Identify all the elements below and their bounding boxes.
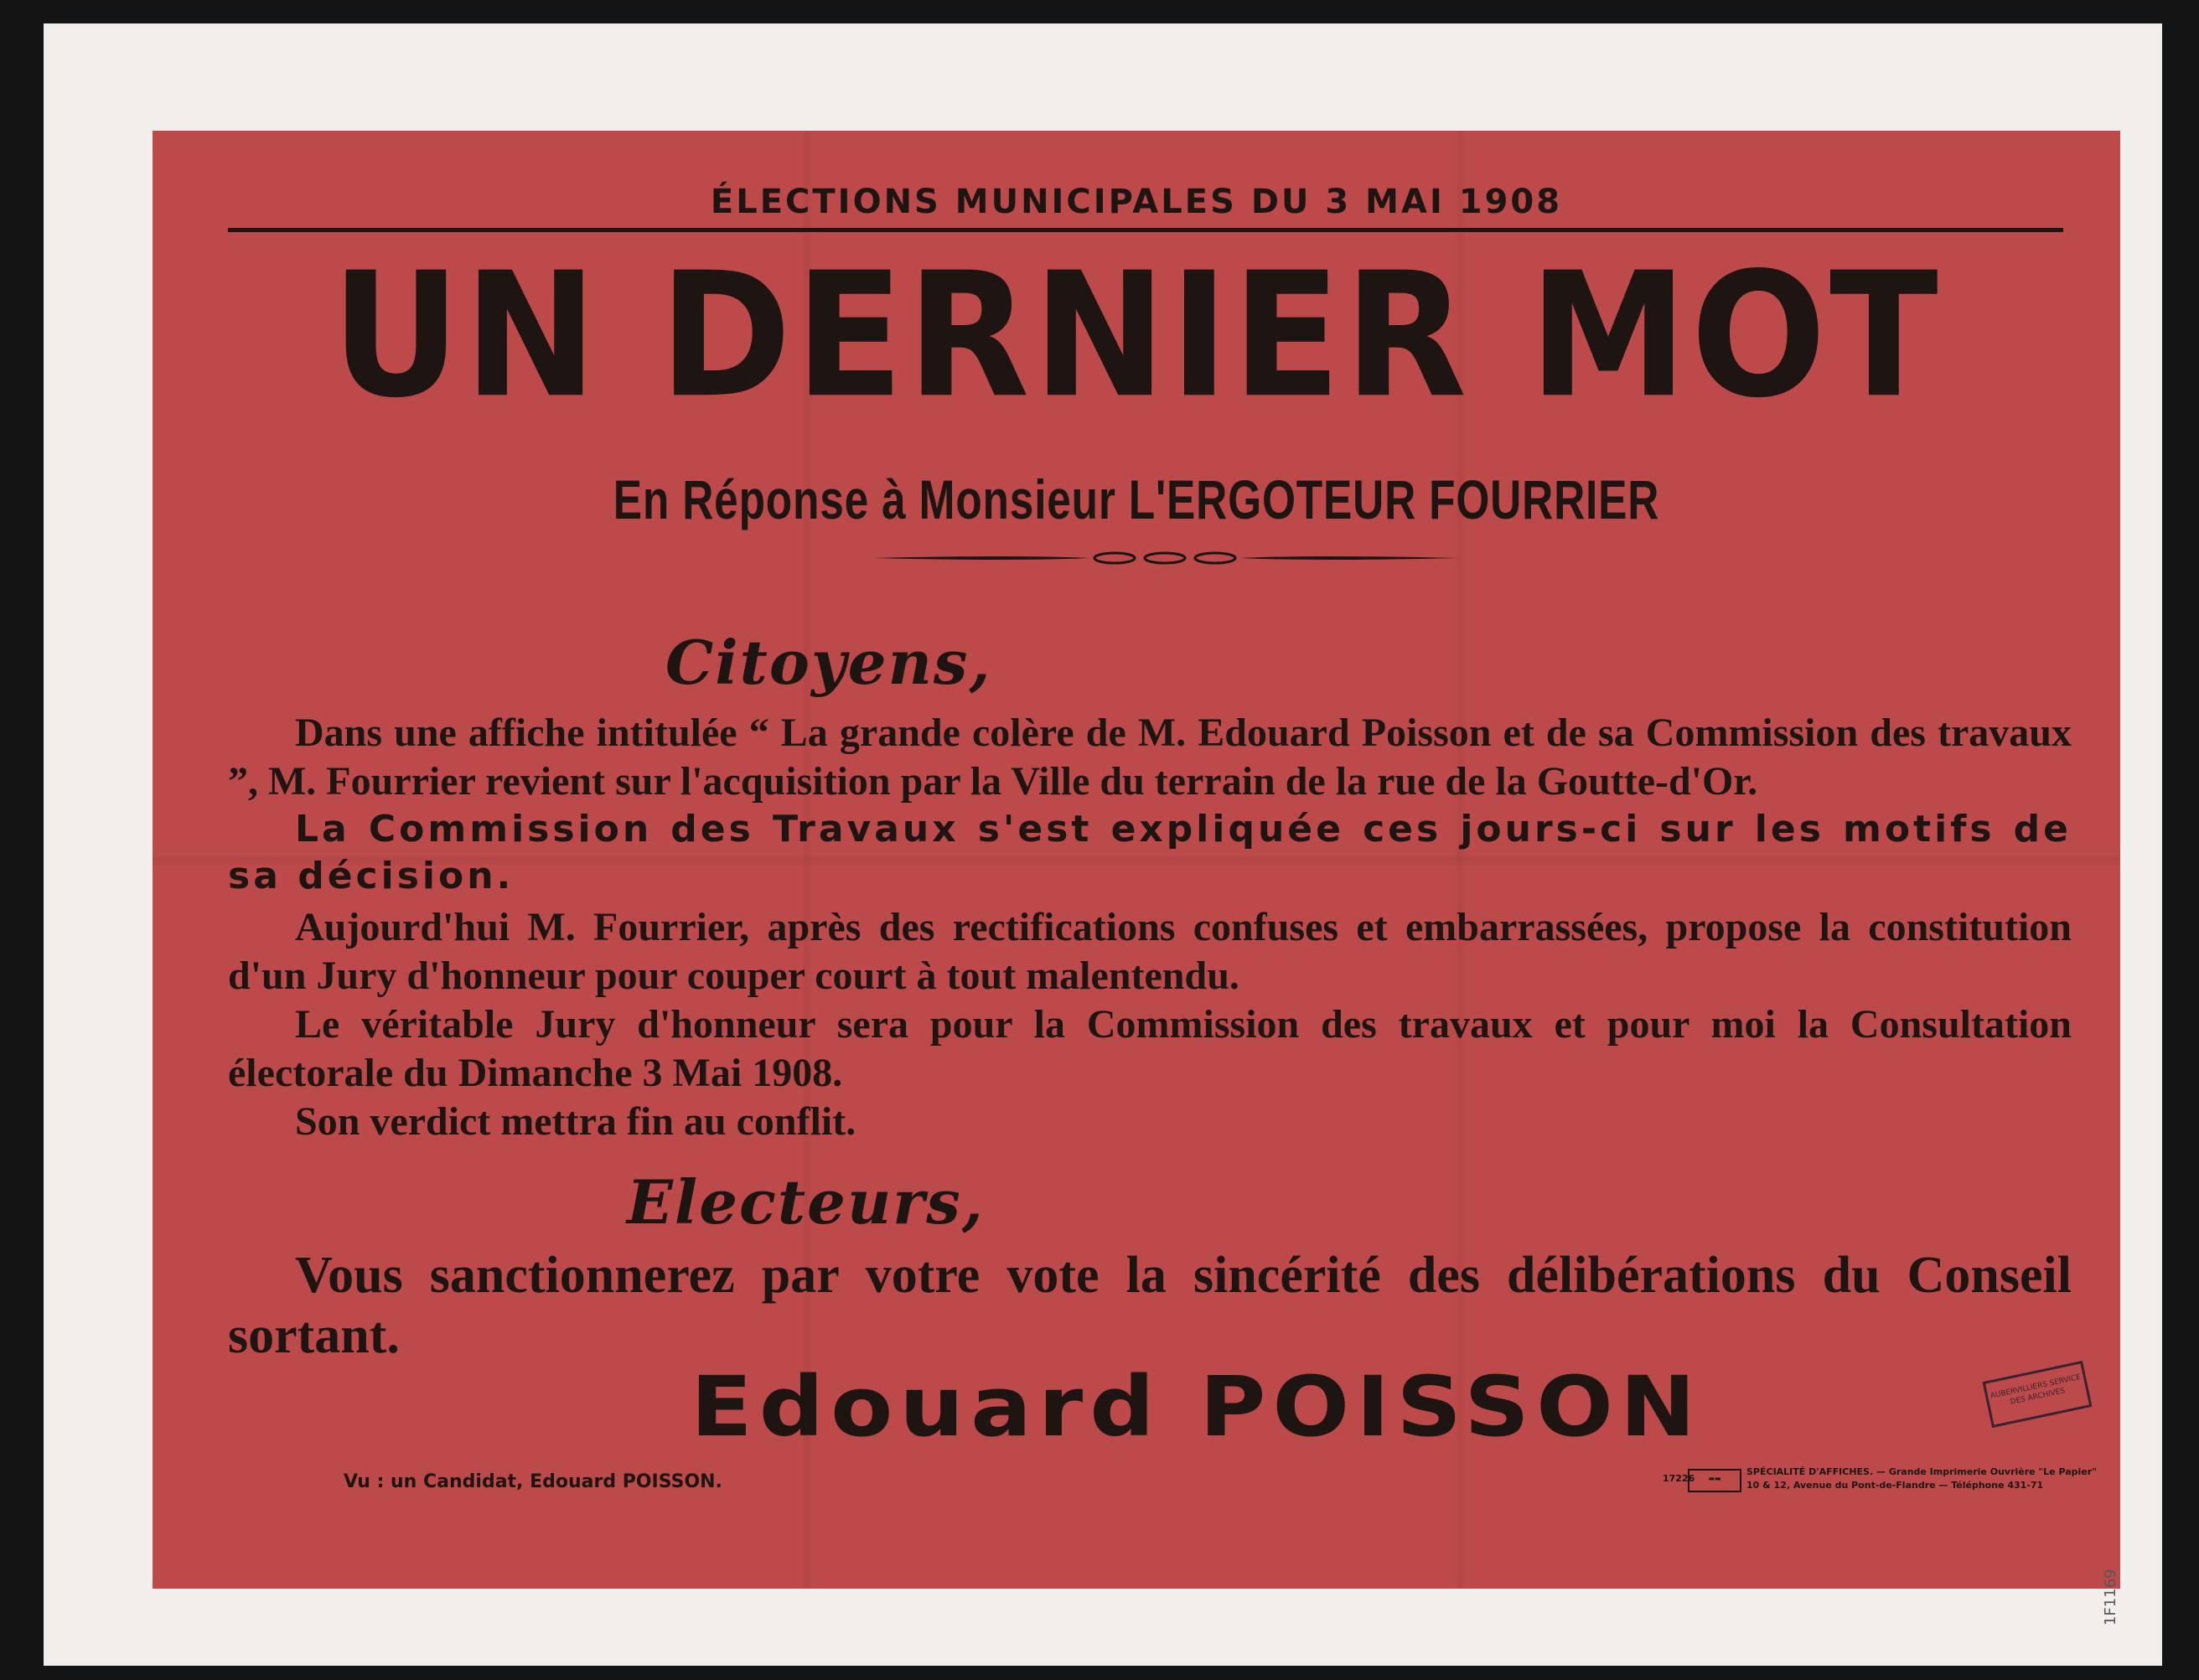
call-to-vote-text: Vous sanctionnerez par votre vote la sincérité des délibérations du Conseil sortant. (228, 1247, 2072, 1364)
signature: Edouard POISSON (691, 1359, 1703, 1456)
printer-line-2: 10 & 12, Avenue du Pont-de-Flandre — Téléphone 431-71 (1746, 1480, 2044, 1491)
catalog-number: 1F1169 (2102, 1569, 2119, 1626)
salutation-citoyens: Citoyens, (665, 627, 992, 698)
printer-text (1746, 1465, 2097, 1492)
paragraph-5 (228, 1098, 2072, 1146)
printer-number: 17226 (1663, 1473, 1695, 1484)
salutation-electeurs: Electeurs, (627, 1166, 985, 1238)
call-to-vote (228, 1245, 2072, 1366)
election-poster (153, 131, 2120, 1589)
poster-title: UN DERNIER MOT (331, 235, 1942, 436)
archive-stamp: AUBERVILLIERS SERVICE DES ARCHIVES (1983, 1361, 2093, 1428)
election-header: ÉLECTIONS MUNICIPALES DU 3 MAI 1908 (710, 183, 1563, 221)
printer-line-1: SPÉCIALITÉ D'AFFICHES. — Grande Imprimerie Ouvrière "Le Papier" (1746, 1466, 2097, 1477)
paragraph-3 (228, 903, 2072, 1000)
paragraph-2-text: La Commission des Travaux s'est expliquée ces jours-ci sur les motifs de sa décision. (228, 808, 2072, 897)
paragraph-5-text: Son verdict mettra fin au conflit. (295, 1099, 856, 1144)
paragraph-1-text: Dans une affiche intitulée “ La grande colère de M. Edouard Poisson et de sa Commission des travaux ”, M. Fourrier revient sur l'acquisition par la Ville du terrain de la rue de la Goutte-d'Or. (228, 711, 2072, 804)
paragraph-2 (228, 806, 2072, 900)
paragraph-4 (228, 1000, 2072, 1098)
header-rule (228, 228, 2063, 232)
poster-subtitle: En Réponse à Monsieur L'ERGOTEUR FOURRIER (613, 468, 1660, 530)
paragraph-3-text: Aujourd'hui M. Fourrier, après des rectifications confuses et embarrassées, propose la constitution d'un Jury d'honneur pour couper court à tout malentendu. (228, 905, 2072, 998)
vu-notice: Vu : un Candidat, Edouard POISSON. (344, 1471, 722, 1492)
paragraph-4-text: Le véritable Jury d'honneur sera pour la Commission des travaux et pour moi la Consultation électorale du Dimanche 3 Mai 1908. (228, 1002, 2072, 1095)
paragraph-1 (228, 709, 2072, 806)
printer-logo-icon: ▬▬ (1688, 1469, 1741, 1492)
ornament-divider (872, 550, 1458, 566)
archive-mount (44, 23, 2162, 1666)
